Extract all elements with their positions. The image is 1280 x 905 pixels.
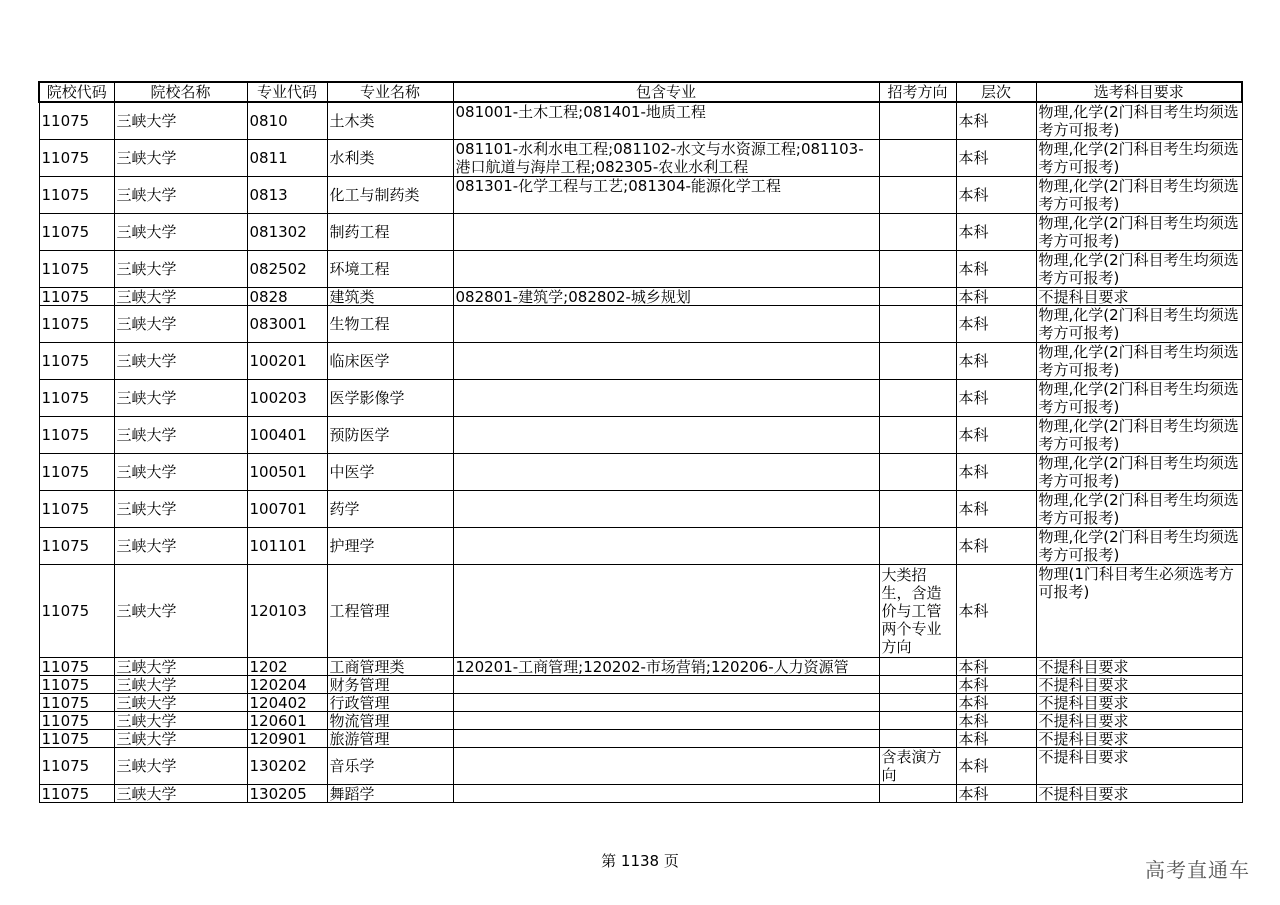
cell-major-code: 100401: [247, 417, 327, 454]
cell-major-code: 0810: [247, 102, 327, 140]
cell-major-name: 工商管理类: [327, 658, 453, 676]
table-row: [39, 528, 1242, 565]
cell-level: 本科: [956, 694, 1036, 712]
cell-school-name: 三峡大学: [114, 676, 247, 694]
header-school-code: 院校代码: [39, 82, 114, 102]
page-number: 第 1138 页: [601, 852, 679, 870]
cell-subjects: 物理,化学(2门科目考生均须选考方可报考): [1036, 251, 1242, 288]
cell-level: 本科: [956, 748, 1036, 785]
table-row: [39, 306, 1242, 343]
cell-major-code: 120901: [247, 730, 327, 748]
cell-school-name: 三峡大学: [114, 730, 247, 748]
cell-subjects: 物理,化学(2门科目考生均须选考方可报考): [1036, 177, 1242, 214]
table-row: [39, 785, 1242, 803]
cell-school-name: 三峡大学: [114, 454, 247, 491]
cell-subjects: 物理,化学(2门科目考生均须选考方可报考): [1036, 417, 1242, 454]
cell-major-name: 物流管理: [327, 712, 453, 730]
cell-subjects: 物理,化学(2门科目考生均须选考方可报考): [1036, 214, 1242, 251]
cell-school-code: 11075: [39, 785, 114, 803]
cell-major-name: 行政管理: [327, 694, 453, 712]
cell-major-name: 生物工程: [327, 306, 453, 343]
table-row: [39, 730, 1242, 748]
header-school-name: 院校名称: [114, 82, 247, 102]
cell-major-code: 120204: [247, 676, 327, 694]
cell-school-code: 11075: [39, 417, 114, 454]
cell-contains: [453, 565, 879, 658]
cell-school-name: 三峡大学: [114, 380, 247, 417]
table-body: [39, 102, 1242, 803]
cell-direction: [879, 528, 956, 565]
cell-level: 本科: [956, 676, 1036, 694]
table-row: [39, 712, 1242, 730]
cell-major-code: 100201: [247, 343, 327, 380]
cell-school-name: 三峡大学: [114, 306, 247, 343]
cell-contains: [453, 712, 879, 730]
cell-direction: [879, 712, 956, 730]
table-row: [39, 343, 1242, 380]
cell-level: 本科: [956, 214, 1036, 251]
cell-school-name: 三峡大学: [114, 214, 247, 251]
cell-contains: 120201-工商管理;120202-市场营销;120206-人力资源管: [453, 658, 879, 676]
cell-direction: [879, 140, 956, 177]
cell-school-code: 11075: [39, 380, 114, 417]
table-row: [39, 565, 1242, 658]
cell-school-name: 三峡大学: [114, 251, 247, 288]
cell-major-code: 081302: [247, 214, 327, 251]
cell-school-code: 11075: [39, 177, 114, 214]
cell-subjects: 不提科目要求: [1036, 712, 1242, 730]
table-row: [39, 417, 1242, 454]
admissions-table: [38, 81, 1243, 803]
cell-major-name: 制药工程: [327, 214, 453, 251]
cell-major-code: 083001: [247, 306, 327, 343]
cell-contains: [453, 491, 879, 528]
table-row: [39, 694, 1242, 712]
cell-level: 本科: [956, 288, 1036, 306]
cell-school-code: 11075: [39, 454, 114, 491]
cell-school-code: 11075: [39, 491, 114, 528]
cell-major-name: 水利类: [327, 140, 453, 177]
cell-direction: [879, 454, 956, 491]
cell-major-name: 土木类: [327, 102, 453, 140]
cell-subjects: 不提科目要求: [1036, 785, 1242, 803]
cell-school-code: 11075: [39, 676, 114, 694]
cell-major-code: 120601: [247, 712, 327, 730]
cell-major-name: 旅游管理: [327, 730, 453, 748]
cell-school-code: 11075: [39, 528, 114, 565]
cell-major-code: 0813: [247, 177, 327, 214]
cell-school-name: 三峡大学: [114, 712, 247, 730]
cell-major-code: 120103: [247, 565, 327, 658]
cell-school-name: 三峡大学: [114, 748, 247, 785]
table-row: [39, 676, 1242, 694]
cell-direction: [879, 380, 956, 417]
cell-subjects: 物理(1门科目考生必须选考方可报考): [1036, 565, 1242, 658]
cell-school-name: 三峡大学: [114, 785, 247, 803]
cell-direction: [879, 785, 956, 803]
table-row: [39, 380, 1242, 417]
cell-direction: [879, 177, 956, 214]
cell-school-code: 11075: [39, 102, 114, 140]
cell-direction: [879, 676, 956, 694]
cell-level: 本科: [956, 658, 1036, 676]
cell-school-code: 11075: [39, 694, 114, 712]
cell-direction: 大类招生，含造价与工管两个专业方向: [879, 565, 956, 658]
cell-major-name: 医学影像学: [327, 380, 453, 417]
cell-level: 本科: [956, 251, 1036, 288]
cell-major-code: 082502: [247, 251, 327, 288]
cell-level: 本科: [956, 343, 1036, 380]
cell-level: 本科: [956, 102, 1036, 140]
cell-contains: [453, 785, 879, 803]
cell-contains: 081301-化学工程与工艺;081304-能源化学工程: [453, 177, 879, 214]
cell-subjects: 不提科目要求: [1036, 730, 1242, 748]
cell-subjects: 物理,化学(2门科目考生均须选考方可报考): [1036, 528, 1242, 565]
cell-subjects: 物理,化学(2门科目考生均须选考方可报考): [1036, 454, 1242, 491]
cell-direction: [879, 214, 956, 251]
cell-contains: [453, 417, 879, 454]
header-contains: 包含专业: [453, 82, 879, 102]
cell-school-name: 三峡大学: [114, 491, 247, 528]
cell-school-name: 三峡大学: [114, 102, 247, 140]
cell-major-name: 化工与制药类: [327, 177, 453, 214]
cell-contains: [453, 214, 879, 251]
cell-school-code: 11075: [39, 748, 114, 785]
cell-subjects: 不提科目要求: [1036, 676, 1242, 694]
header-major-code: 专业代码: [247, 82, 327, 102]
cell-contains: [453, 748, 879, 785]
watermark-logo: 高考直通车: [1145, 858, 1250, 882]
cell-contains: [453, 251, 879, 288]
cell-contains: 081101-水利水电工程;081102-水文与水资源工程;081103-港口航道与海岸工程;082305-农业水利工程: [453, 140, 879, 177]
table-row: [39, 454, 1242, 491]
cell-major-name: 音乐学: [327, 748, 453, 785]
cell-school-code: 11075: [39, 214, 114, 251]
cell-major-name: 护理学: [327, 528, 453, 565]
cell-subjects: 物理,化学(2门科目考生均须选考方可报考): [1036, 140, 1242, 177]
cell-major-name: 环境工程: [327, 251, 453, 288]
cell-major-name: 临床医学: [327, 343, 453, 380]
cell-school-name: 三峡大学: [114, 565, 247, 658]
cell-contains: [453, 676, 879, 694]
cell-school-name: 三峡大学: [114, 177, 247, 214]
table-row: [39, 214, 1242, 251]
cell-school-name: 三峡大学: [114, 658, 247, 676]
cell-school-name: 三峡大学: [114, 528, 247, 565]
cell-school-code: 11075: [39, 251, 114, 288]
cell-contains: 082801-建筑学;082802-城乡规划: [453, 288, 879, 306]
cell-contains: [453, 730, 879, 748]
cell-level: 本科: [956, 785, 1036, 803]
cell-major-code: 101101: [247, 528, 327, 565]
cell-subjects: 物理,化学(2门科目考生均须选考方可报考): [1036, 306, 1242, 343]
cell-school-name: 三峡大学: [114, 140, 247, 177]
cell-major-name: 药学: [327, 491, 453, 528]
cell-major-code: 130202: [247, 748, 327, 785]
cell-direction: [879, 343, 956, 380]
cell-school-name: 三峡大学: [114, 288, 247, 306]
cell-contains: [453, 454, 879, 491]
cell-direction: [879, 102, 956, 140]
cell-major-name: 中医学: [327, 454, 453, 491]
cell-subjects: 不提科目要求: [1036, 694, 1242, 712]
cell-level: 本科: [956, 712, 1036, 730]
cell-level: 本科: [956, 306, 1036, 343]
cell-subjects: 不提科目要求: [1036, 748, 1242, 785]
cell-school-code: 11075: [39, 306, 114, 343]
cell-school-name: 三峡大学: [114, 417, 247, 454]
cell-major-code: 100203: [247, 380, 327, 417]
cell-contains: [453, 306, 879, 343]
cell-level: 本科: [956, 140, 1036, 177]
cell-school-code: 11075: [39, 565, 114, 658]
cell-major-name: 工程管理: [327, 565, 453, 658]
cell-major-name: 建筑类: [327, 288, 453, 306]
cell-major-name: 财务管理: [327, 676, 453, 694]
cell-direction: [879, 730, 956, 748]
cell-level: 本科: [956, 177, 1036, 214]
cell-level: 本科: [956, 565, 1036, 658]
cell-school-code: 11075: [39, 730, 114, 748]
table-row: [39, 251, 1242, 288]
cell-school-code: 11075: [39, 288, 114, 306]
cell-subjects: 物理,化学(2门科目考生均须选考方可报考): [1036, 380, 1242, 417]
table-row: [39, 140, 1242, 177]
cell-direction: [879, 306, 956, 343]
cell-direction: [879, 288, 956, 306]
cell-contains: [453, 694, 879, 712]
cell-school-name: 三峡大学: [114, 694, 247, 712]
cell-subjects: 不提科目要求: [1036, 658, 1242, 676]
cell-contains: [453, 343, 879, 380]
cell-level: 本科: [956, 491, 1036, 528]
table-row: [39, 658, 1242, 676]
cell-level: 本科: [956, 417, 1036, 454]
table-row: [39, 748, 1242, 785]
cell-level: 本科: [956, 380, 1036, 417]
cell-major-name: 预防医学: [327, 417, 453, 454]
cell-contains: [453, 380, 879, 417]
cell-contains: 081001-土木工程;081401-地质工程: [453, 102, 879, 140]
cell-direction: [879, 251, 956, 288]
cell-school-code: 11075: [39, 343, 114, 380]
cell-school-name: 三峡大学: [114, 343, 247, 380]
cell-level: 本科: [956, 528, 1036, 565]
table-row: [39, 288, 1242, 306]
cell-direction: [879, 658, 956, 676]
table-row: [39, 177, 1242, 214]
header-direction: 招考方向: [879, 82, 956, 102]
cell-level: 本科: [956, 454, 1036, 491]
cell-school-code: 11075: [39, 140, 114, 177]
cell-major-code: 100501: [247, 454, 327, 491]
cell-major-code: 100701: [247, 491, 327, 528]
header-subjects: 选考科目要求: [1036, 82, 1242, 102]
cell-subjects: 不提科目要求: [1036, 288, 1242, 306]
table-row: [39, 102, 1242, 140]
cell-direction: [879, 417, 956, 454]
cell-level: 本科: [956, 730, 1036, 748]
cell-school-code: 11075: [39, 658, 114, 676]
cell-major-code: 130205: [247, 785, 327, 803]
table-row: [39, 491, 1242, 528]
cell-major-code: 0811: [247, 140, 327, 177]
cell-subjects: 物理,化学(2门科目考生均须选考方可报考): [1036, 343, 1242, 380]
cell-direction: 含表演方向: [879, 748, 956, 785]
cell-direction: [879, 694, 956, 712]
cell-subjects: 物理,化学(2门科目考生均须选考方可报考): [1036, 102, 1242, 140]
cell-major-code: 0828: [247, 288, 327, 306]
cell-school-code: 11075: [39, 712, 114, 730]
header-major-name: 专业名称: [327, 82, 453, 102]
cell-major-name: 舞蹈学: [327, 785, 453, 803]
cell-major-code: 120402: [247, 694, 327, 712]
cell-contains: [453, 528, 879, 565]
cell-direction: [879, 491, 956, 528]
cell-major-code: 1202: [247, 658, 327, 676]
header-row: [39, 82, 1242, 102]
header-level: 层次: [956, 82, 1036, 102]
cell-subjects: 物理,化学(2门科目考生均须选考方可报考): [1036, 491, 1242, 528]
table-header: [39, 82, 1242, 102]
